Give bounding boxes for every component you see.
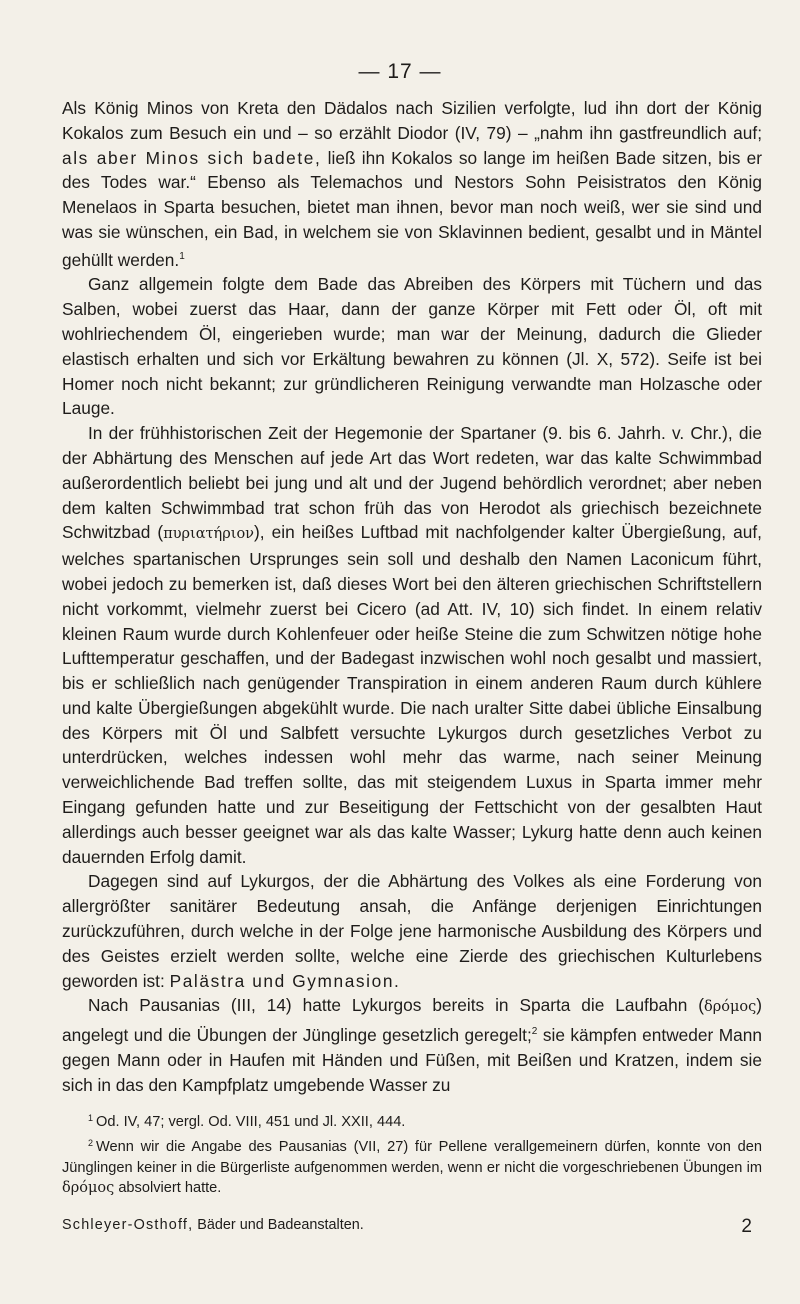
paragraph-4-part-a: Dagegen sind auf Lykurgos, der die Abhärtung des Volkes als eine Forderung von allergrößter sanitärer Bedeutung ansah, die Anfänge derjenigen Einrichtungen zurückzuführen, durch welche in der Folge jene harmonische Ausbildung des Körpers und des Geistes erzielt werden sollte, welche eine Zierde des griechischen Kulturlebens geworden ist: xyxy=(62,871,762,991)
source-title: Bäder und Badeanstalten. xyxy=(193,1217,364,1233)
footnote-2 xyxy=(62,1133,762,1199)
paragraph-5-part-c: sie kämpfen entweder Mann gegen Mann oder in Haufen mit Händen und Füßen, mit Beißen und Kratzen, indem sie sich in das den Kampfplatz umgebende Wasser zu xyxy=(62,1025,762,1095)
footnote-ref-2[interactable]: 2 xyxy=(531,1026,538,1038)
footnote-1 xyxy=(62,1108,762,1133)
paragraph-5-part-a: Nach Pausanias (III, 14) hatte Lykurgos bereits in Sparta die Laufbahn ( xyxy=(88,995,704,1016)
paragraph-5 xyxy=(62,993,762,1097)
paragraph-5-part-b: ) angelegt und die Übungen der Jünglinge gesetzlich geregelt; xyxy=(62,995,762,1046)
greek-term-pyriaterion: πυριατήριον xyxy=(163,526,254,543)
footnote-2-part-a: Wenn wir die Angabe des Pausanias (VII, 27) für Pellene verallgemeinern dürfen, konnte von den Jünglingen keiner in die Bürgerliste aufgenommen werden, wenn er nicht die vorgeschriebenen Übungen im xyxy=(62,1138,762,1176)
paragraph-4-spaced-emphasis: Palästra und Gymnasion. xyxy=(169,970,401,991)
paragraph-1 xyxy=(62,96,762,272)
footnote-2-number: 2 xyxy=(88,1137,94,1148)
page-number-header: — 17 — xyxy=(358,60,442,83)
paragraph-4 xyxy=(62,869,762,993)
source-author: Schleyer-Osthoff, xyxy=(62,1217,194,1233)
paragraph-3 xyxy=(62,421,762,869)
paragraph-2: Ganz allgemein folgte dem Bade das Abreiben des Körpers mit Tüchern und das Salben, wobei zuerst das Haar, dann der ganze Körper mit Fett oder Öl, oft mit wohlriechendem Öl, eingerieben wurde; man war der Meinung, dadurch die Glieder elastisch erhalten und sich vor Erkältung bewahren zu können (Jl. X, 572). Seife ist bei Homer noch nicht bekannt; zur gründlicheren Reinigung verwandte man Holzasche oder Lauge. xyxy=(62,274,762,419)
footnote-2-greek-term: δρόμος xyxy=(62,1180,115,1197)
paragraph-3-part-b: ), ein heißes Luftbad mit nachfolgender kalter Übergießung, auf, welches spartanischen Ursprunges sein soll und deshalb den Namen Laconicum führt, wobei jedoch zu bemerken ist, daß dieses Wort bei den älteren griechischen Schriftstellern nicht vorkommt, vielmehr zuerst bei Cicero (ad Att. IV, 10) sich findet. In einem relativ kleinen Raum wurde durch Kohlenfeuer oder heiße Steine die zum Schwitzen nötige hohe Lufttemperatur geschaffen, und der Badegast inzwischen wohl noch gesalbt und massiert, bis er schließlich nach genügender Transpiration in einem anderen Raum durch kühlere und kalte Übergießungen abgekühlt wurde. Die nach uralter Sitte dabei übliche Einsalbung des Körpers mit Öl und Salbfett versuchte Lykurgos durch gesetzliches Verbot zu unterdrücken, welches indessen wohl mehr das warme, nach seiner Meinung verweichlichende Bad treffen sollte, das mit steigendem Luxus in Sparta immer mehr Eingang gefunden hatte und zur Beseitigung der Fettschicht von der gesalbten Haut allerdings auch besser geeignet war als das kalte Wasser; Lykurg hatte denn auch keinen dauernden Erfolg damit. xyxy=(62,522,762,867)
footnote-1-number: 1 xyxy=(88,1113,94,1123)
main-text xyxy=(62,96,762,1097)
greek-term-dromos: δρόμος xyxy=(703,999,757,1016)
signature-mark: 2 xyxy=(741,1216,752,1237)
footnote-2-part-b: absolviert hatte. xyxy=(114,1180,222,1197)
footnote-1-text: Od. IV, 47; vergl. Od. VIII, 451 und Jl. XXII, 444. xyxy=(96,1114,406,1130)
book-source-line xyxy=(62,1216,762,1237)
paragraph-1-spaced-emphasis: als aber Minos sich badete, xyxy=(62,147,322,168)
paragraph-3-part-a: In der frühhistorischen Zeit der Hegemonie der Spartaner (9. bis 6. Jahrh. v. Chr.), die der Abhärtung des Menschen auf jede Art das Wort redeten, war das kalte Schwimmbad außerordentlich beliebt bei jung und alt und der Jugend behördlich verordnet; aber neben dem kalten Schwimmbad trat schon früh das von Herodot als griechisch bezeichnete Schwitzbad ( xyxy=(62,423,762,543)
footnotes xyxy=(62,1108,762,1199)
paragraph-1-part-b: ließ ihn Kokalos so lange im heißen Bade sitzen, bis er des Todes war.“ Ebenso als Telemachos und Nestors Sohn Peisistratos den König Menelaos in Sparta besuchen, bietet man ihnen, bevor man noch weiß, wer sie sind und was sie wünschen, ein Bad, in welchem sie von Sklavinnen bedient, gesalbt und in Mäntel gehüllt werden. xyxy=(62,147,762,270)
paragraph-1-part-a: Als König Minos von Kreta den Dädalos nach Sizilien verfolgte, lud ihn dort der König Kokalos zum Besuch ein und – so erzählt Diodor (IV, 79) – „nahm ihn gastfreundlich auf; xyxy=(62,98,762,143)
footnote-ref-1[interactable]: 1 xyxy=(179,250,185,262)
